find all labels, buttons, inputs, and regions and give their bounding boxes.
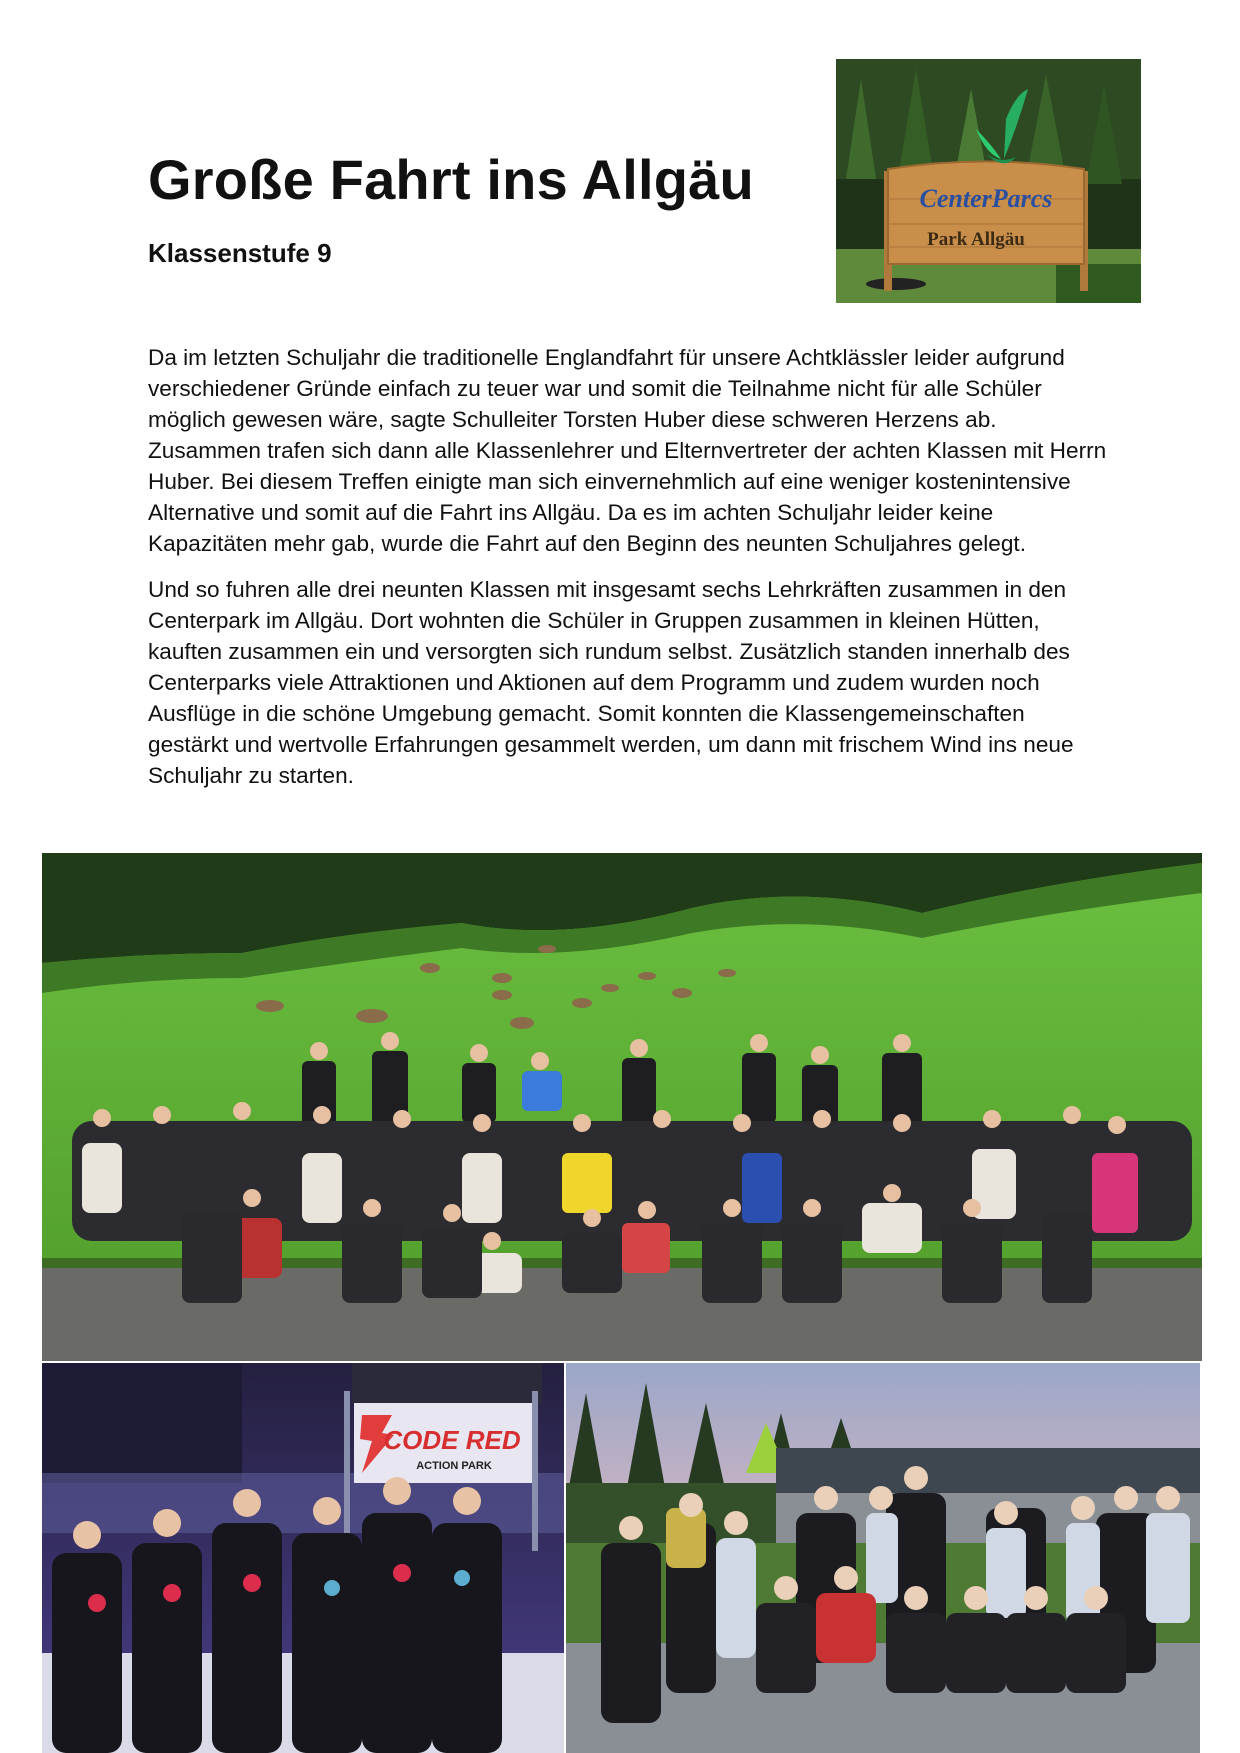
article-paragraph: Und so fuhren alle drei neunten Klassen mit insgesamt sechs Lehrkräften zusammen in den Centerpark im Allgäu. Dort wohnten die Schüler in Gruppen zusammen in kleinen Hütten, kauften zusammen ein und versorgten sich rundum selbst. Zusätzlich standen innerhalb des Centerparks viele Attraktionen und Aktionen auf dem Programm und zudem wurden noch Ausflüge in die schöne Umgebung gemacht. Somit konnten die Klassengemeinschaften gestärkt und wertvolle Erfahrungen gesammelt werden, um dann mit frischem Wind ins neue Schuljahr zu starten. — [148, 577, 1074, 788]
group-photo-meadow — [42, 853, 1202, 1361]
brand-text: CenterParcs — [919, 184, 1053, 213]
laser-tag-photo — [42, 1363, 564, 1753]
evening-group-photo — [566, 1363, 1200, 1753]
arena-sign-subtext: ACTION PARK — [416, 1460, 492, 1472]
park-text: Park Allgäu — [927, 229, 1025, 250]
center-parcs-sign-photo — [836, 59, 1141, 303]
arena-sign-text: CODE RED — [383, 1425, 521, 1455]
article-body — [148, 342, 1108, 806]
article-paragraph: Da im letzten Schuljahr die traditionelle Englandfahrt für unsere Achtklässler leider aufgrund verschiedener Gründe einfach zu teuer war und somit die Teilnahme nicht für alle Schüler möglich gewesen wäre, sagte Schulleiter Torsten Huber diese schweren Herzens ab. Zusammen trafen sich dann alle Klassenlehrer und Elternvertreter der achten Klassen mit Herrn Huber. Bei diesem Treffen einigte man sich einvernehmlich auf eine weniger kostenintensive Alternative und somit auf die Fahrt ins Allgäu. Da es im achten Schuljahr leider keine Kapazitäten mehr gab, wurde die Fahrt auf den Beginn des neunten Schuljahres gelegt. — [148, 345, 1107, 556]
page-subtitle: Klassenstufe 9 — [148, 238, 332, 268]
page-title: Große Fahrt ins Allgäu — [148, 148, 754, 211]
